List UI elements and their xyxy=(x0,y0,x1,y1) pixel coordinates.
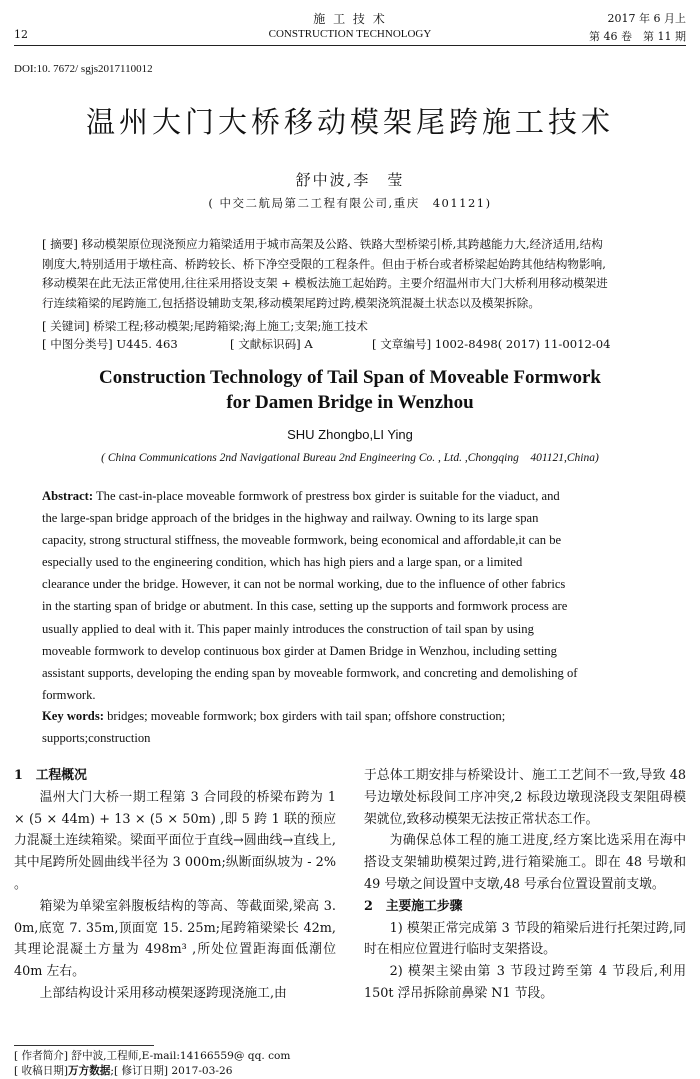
authors-cn: 舒中波,李 莹 xyxy=(295,171,405,189)
issue-date: 2017 年 6 月上 xyxy=(607,12,686,25)
header-rule xyxy=(14,45,686,46)
section-heading-2: 2 主要施工步骤 xyxy=(364,898,463,914)
title-cn: 温州大门大桥移动模架尾跨施工技术 xyxy=(85,105,614,139)
journal-name-cn: 施 工 技 术 xyxy=(313,12,387,26)
paragraph: 2) 模架主梁由第 3 节段过跨至第 4 节段后,利用 150t 浮吊拆除前鼻梁 N1 节段。 xyxy=(364,964,686,1001)
footnotes xyxy=(14,1049,344,1079)
paragraph: 温州大门大桥一期工程第 3 合同段的桥梁布跨为 1 × (5 × 44m) + 13 × (5 × 50m) ,即 5 跨 1 联的预应力混凝土连续箱梁。梁面平面位于直线→圆曲线→直线上,其中尾跨所处圆曲线半径为 3 000m;纵断面纵坡为 - 2% 。 xyxy=(14,789,336,892)
doc-code: [ 文献标识码] A xyxy=(230,337,313,351)
paragraph: 1) 模架正常完成第 3 节段的箱梁后进行托架过跨,同时在相应位置进行临时支架搭设。 xyxy=(364,920,686,958)
paragraph: 于总体工期安排与桥梁设计、施工工艺间不一致,导致 48 号边墩处标段间工序冲突,2 标段边墩现浇段支架阻碍模架就位,致移动模架无法按正常状态工作。 xyxy=(364,768,686,827)
abstract-cn-label: [ 摘要] xyxy=(42,237,78,251)
footnote-author: [ 作者简介] 舒中波,工程师,E-mail:14166559@ qq. com xyxy=(14,1050,291,1062)
abstract-cn-line: 行连续箱梁的尾跨施工,包括搭设辅助支架,移动模架尾跨过跨,模架浇筑混凝土状态以及模架拆除。 xyxy=(42,295,540,310)
footnote-rule xyxy=(14,1045,154,1046)
abstract-cn xyxy=(42,235,658,313)
paragraph: 箱梁为单梁室斜腹板结构的等高、等截面梁,梁高 3. 0m,底宽 7. 35m,顶面宽 15. 25m;尾跨箱梁梁长 42m,其理论混凝土方量为 498m³ ,所处位置距海面低潮位 40m 左右。 xyxy=(14,898,336,980)
authors-en: SHU Zhongbo,LI Ying xyxy=(287,427,413,442)
paragraph: 为确保总体工程的施工进度,经方案比选采用在海中搭设支架辅助模架过跨,进行箱梁施工。即在 48 号墩和 49 号墩之间设置中支墩,48 号承台位置设置前支墩。 xyxy=(364,833,686,892)
affiliation-cn: ( 中交二航局第二工程有限公司,重庆 401121) xyxy=(208,196,492,210)
keywords-cn: [ 关键词] 桥梁工程;移动模架;尾跨箱梁;海上施工;支架;施工技术 xyxy=(42,319,368,333)
class-number: [ 中图分类号] U445. 463 xyxy=(42,337,178,351)
keywords-en: Key words: bridges; moveable formwork; box girders with tail span; offshore construction; supports;construction xyxy=(42,709,506,745)
issue-volume: 第 46 卷 第 11 期 xyxy=(589,30,686,43)
section-heading-1: 1 工程概况 xyxy=(14,768,87,783)
title-en: Construction Technology of Tail Span of Moveable Formwork for Damen Bridge in Wenzhou xyxy=(99,367,601,413)
keywords-en-label: Key words: xyxy=(42,709,104,723)
keywords-cn-label: [ 关键词] xyxy=(42,319,90,333)
abstract-cn-line: 刚度大,特别适用于墩柱高、桥跨较长、桥下净空受限的工程条件。但由于桥台或者桥梁起始跨其他结构物影响, xyxy=(42,256,606,271)
article-number: [ 文章编号] 1002-8498( 2017) 11-0012-04 xyxy=(372,337,611,351)
right-column xyxy=(364,765,686,1005)
paragraph: 上部结构设计采用移动模架逐跨现浇施工,由 xyxy=(39,985,287,1001)
abstract-cn-line: 移动模架在此无法正常使用,往往采用搭设支架 + 模板法施工起始跨。主要介绍温州市大门大桥利用移动模架进 xyxy=(42,276,608,291)
abstract-cn-line: [ 摘要] 移动模架原位现浇预应力箱梁适用于城市高架及公路、铁路大型桥梁引桥,其跨越能力大,经济适用,结构 xyxy=(42,237,603,251)
doi: DOI:10. 7672/ sgjs2017110012 xyxy=(14,63,153,75)
affiliation-en: ( China Communications 2nd Navigational Bureau 2nd Engineering Co. , Ltd. ,Chongqing 401121,China) xyxy=(101,452,599,464)
watermark-text: 万方数据 xyxy=(68,1065,111,1077)
left-column xyxy=(14,765,336,1005)
journal-name-en: CONSTRUCTION TECHNOLOGY xyxy=(268,28,432,40)
footnote-dates: [ 收稿日期]万方数据;[ 修订日期] 2017-03-26 xyxy=(14,1065,233,1077)
abstract-en-label: Abstract: xyxy=(42,489,94,503)
abstract-en: Abstract: The cast-in-place moveable formwork of prestress box girder is suitable for the viaduct, and the large-span bridge approach of the bridges in the highway and railway. Owning to its large span capacity, strong structural stiffness, the moveable formwork, being economical and affordable,it can be especially used to the engineering condition, which has high piers and a large span, or a limited clearance under the bridge. However, it can not be normal working, due to the influence of other fabrics in the starting span of bridge or abutment. In this case, setting up the supports and formwork process are usually applied to deal with it. This paper mainly introduces the construction of tail span by using moveable formwork to develop continuous box girder at Damen Bridge in Wenzhou, including setting assistant supports, developing the ending span by moveable formwork, and concreting and demolishing of formwork. xyxy=(42,489,578,702)
page-number: 12 xyxy=(14,28,28,41)
